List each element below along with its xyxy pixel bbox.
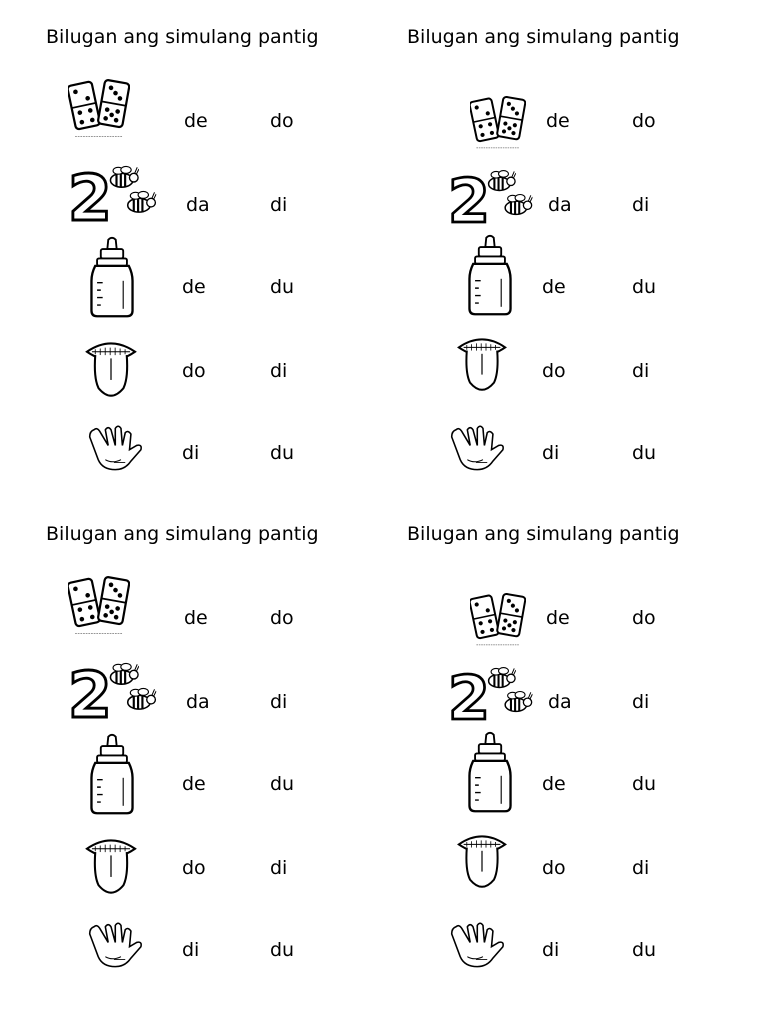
exercise-row [362,420,746,500]
exercise-row [362,917,746,997]
option-2[interactable]: di [270,691,288,713]
exercise-row [362,661,746,741]
tongue-picture [454,829,510,895]
option-1[interactable]: di [182,939,200,961]
worksheet-title: Bilugan ang simulang pantig [46,523,319,545]
option-1[interactable]: do [542,360,566,382]
two-bees-picture [66,160,162,228]
exercise-row [0,78,384,158]
option-2[interactable]: di [270,360,288,382]
option-2[interactable]: di [632,857,650,879]
exercise-row [0,160,384,240]
option-1[interactable]: da [548,194,572,216]
option-2[interactable]: do [270,607,294,629]
worksheet-title: Bilugan ang simulang pantig [407,523,680,545]
option-2[interactable]: do [632,110,656,132]
option-1[interactable]: de [546,607,570,629]
option-2[interactable]: du [632,939,657,961]
option-2[interactable]: do [270,110,294,132]
exercise-row [362,589,746,669]
dominoes-picture [470,589,526,651]
option-2[interactable]: di [270,857,288,879]
baby-bottle-picture [460,731,520,815]
option-2[interactable]: di [632,194,650,216]
option-1[interactable]: de [184,110,208,132]
dominoes-picture [68,78,130,140]
option-1[interactable]: de [184,607,208,629]
tongue-picture [454,332,510,398]
option-1[interactable]: di [182,442,200,464]
option-1[interactable]: da [186,691,210,713]
exercise-row [362,332,746,412]
two-bees-picture [66,657,162,725]
two-bees-picture [446,164,538,230]
worksheet-panel-2 [362,0,746,500]
exercise-row [362,829,746,909]
option-1[interactable]: de [182,773,206,795]
option-1[interactable]: di [542,939,560,961]
worksheet-panel-4 [362,497,746,997]
exercise-row [0,917,384,997]
option-2[interactable]: do [632,607,656,629]
exercise-row [0,420,384,500]
option-2[interactable]: du [632,442,657,464]
tongue-picture [82,833,140,901]
option-1[interactable]: do [182,857,206,879]
option-1[interactable]: da [548,691,572,713]
option-1[interactable]: da [186,194,210,216]
option-1[interactable]: de [542,276,566,298]
exercise-row [362,164,746,244]
dominoes-picture [68,575,130,637]
baby-bottle-picture [84,236,140,320]
baby-bottle-picture [84,733,140,817]
option-1[interactable]: do [542,857,566,879]
worksheet-title: Bilugan ang simulang pantig [407,26,680,48]
hand-picture [84,917,148,975]
option-1[interactable]: do [182,360,206,382]
option-2[interactable]: du [632,773,657,795]
exercise-row [0,833,384,913]
option-2[interactable]: du [270,939,295,961]
option-2[interactable]: du [632,276,657,298]
exercise-row [362,234,746,314]
option-2[interactable]: du [270,442,295,464]
dominoes-picture [470,92,526,154]
exercise-row [0,575,384,655]
exercise-row [0,336,384,416]
worksheet-panel-1 [0,0,384,500]
exercise-row [0,657,384,737]
tongue-picture [82,336,140,404]
option-2[interactable]: di [632,360,650,382]
option-1[interactable]: de [182,276,206,298]
two-bees-picture [446,661,538,727]
hand-picture [446,917,510,975]
exercise-row [362,731,746,811]
option-1[interactable]: de [546,110,570,132]
baby-bottle-picture [460,234,520,318]
option-2[interactable]: du [270,773,295,795]
hand-picture [446,420,510,478]
hand-picture [84,420,148,478]
exercise-row [0,733,384,813]
option-2[interactable]: di [632,691,650,713]
option-2[interactable]: di [270,194,288,216]
exercise-row [0,236,384,316]
worksheet-panel-3 [0,497,384,997]
exercise-row [362,92,746,172]
option-1[interactable]: de [542,773,566,795]
option-2[interactable]: du [270,276,295,298]
option-1[interactable]: di [542,442,560,464]
worksheet-title: Bilugan ang simulang pantig [46,26,319,48]
